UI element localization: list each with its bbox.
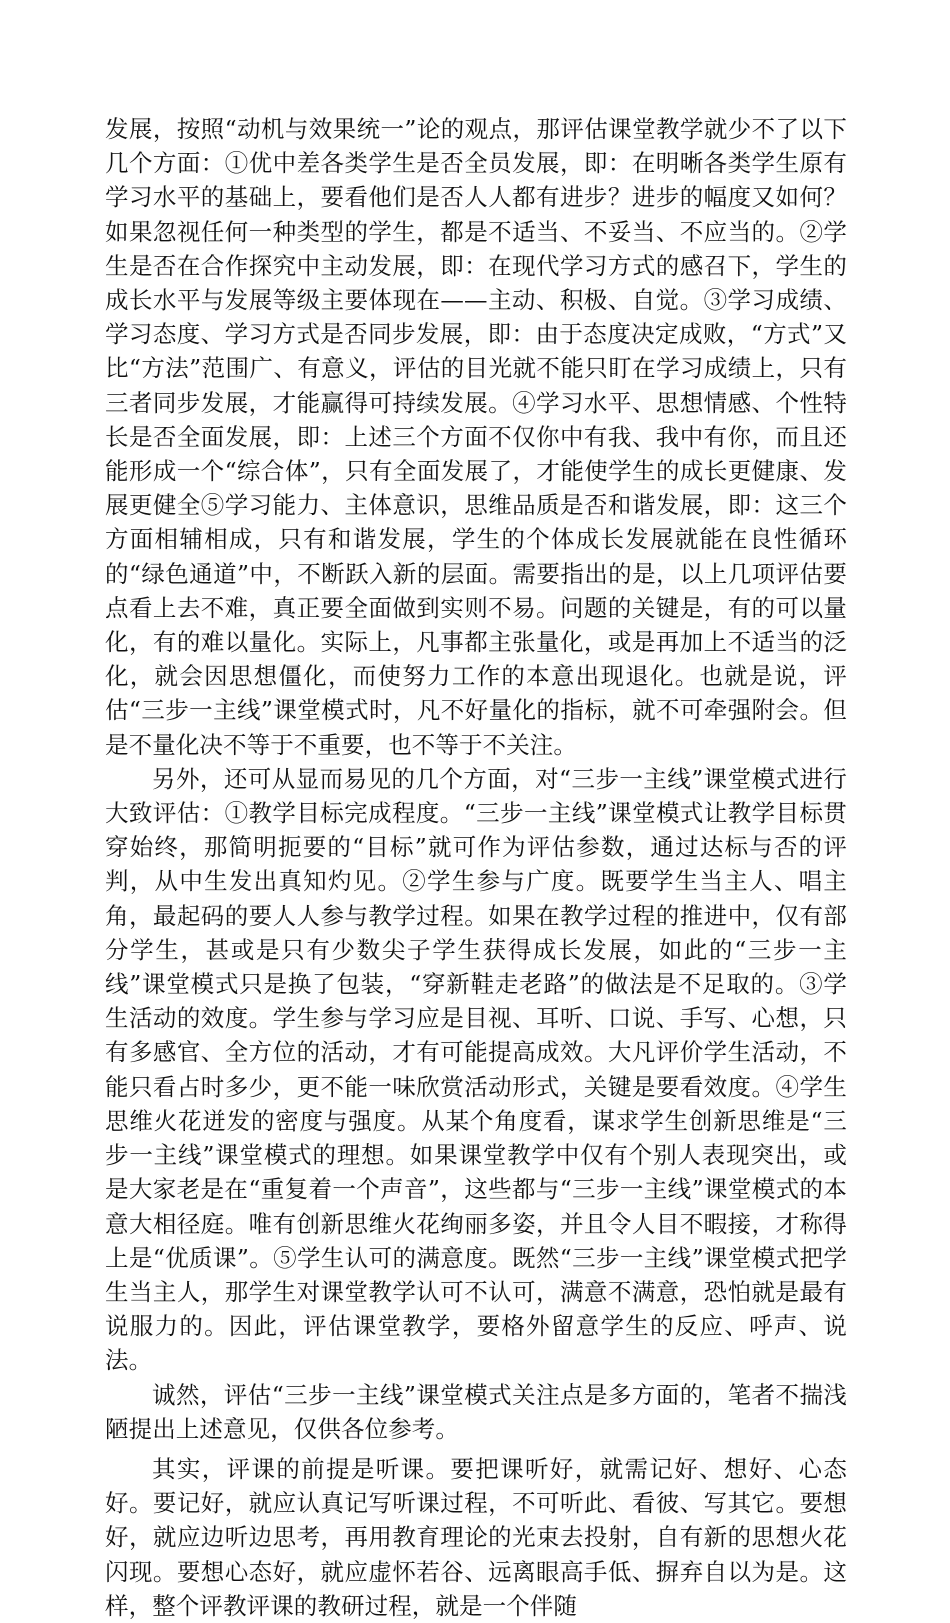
paragraph-2: 另外，还可从显而易见的几个方面，对“三步一主线”课堂模式进行大致评估：①教学目标完成程度。“三步一主线”课堂模式让教学目标贯穿始终，那简明扼要的“目标”就可作为评估参数，通过达标与否的评判，从中生发出真知灼见。②学生参与广度。既要学生当主人、唱主角，最起码的要人人参与教学过程。如果在教学过程的推进中，仅有部分学生，甚或是只有少数尖子学生获得成长发展，如此的“三步一主线”课堂模式只是换了包装，“穿新鞋走老路”的做法是不足取的。③学生活动的效度。学生参与学习应是目视、耳听、口说、手写、心想，只有多感官、全方位的活动，才有可能提高成效。大凡评价学生活动，不能只看占时多少，更不能一味欣赏活动形式，关键是要看效度。④学生思维火花迸发的密度与强度。从某个角度看，谋求学生创新思维是“三步一主线”课堂模式的理想。如果课堂教学中仅有个别人表现突出，或是大家老是在“重复着一个声音”，这些都与“三步一主线”课堂模式的本意大相径庭。唯有创新思维火花绚丽多姿，并且令人目不暇接，才称得上是“优质课”。⑤学生认可的满意度。既然“三步一主线”课堂模式把学生当主人，那学生对课堂教学认可不认可，满意不满意，恐怕就是最有说服力的。因此，评估课堂教学，要格外留意学生的反应、呼声、说法。 — [105, 764, 847, 1375]
document-page — [105, 112, 847, 1623]
paragraph-3: 诚然，评估“三步一主线”课堂模式关注点是多方面的，笔者不揣浅陋提出上述意见，仅供各位参考。 — [105, 1380, 847, 1443]
paragraph-1: 发展，按照“动机与效果统一”论的观点，那评估课堂教学就少不了以下几个方面：①优中差各类学生是否全员发展，即：在明晰各类学生原有学习水平的基础上，要看他们是否人人都有进步？进步的幅度又如何？如果忽视任何一种类型的学生，都是不适当、不妥当、不应当的。②学生是否在合作探究中主动发展，即：在现代学习方式的感召下，学生的成长水平与发展等级主要体现在——主动、积极、自觉。③学习成绩、学习态度、学习方式是否同步发展，即：由于态度决定成败，“方式”又比“方法”范围广、有意义，评估的目光就不能只盯在学习成绩上，只有三者同步发展，才能赢得可持续发展。④学习水平、思想情感、个性特长是否全面发展，即：上述三个方面不仅你中有我、我中有你，而且还能形成一个“综合体”，只有全面发展了，才能使学生的成长更健康、发展更健全⑤学习能力、主体意识，思维品质是否和谐发展，即：这三个方面相辅相成，只有和谐发展，学生的个体成长发展就能在良性循环的“绿色通道”中，不断跃入新的层面。需要指出的是，以上几项评估要点看上去不难，真正要全面做到实则不易。问题的关键是，有的可以量化，有的难以量化。实际上，凡事都主张量化，或是再加上不适当的泛化，就会因思想僵化，而使努力工作的本意出现退化。也就是说，评估“三步一主线”课堂模式时，凡不好量化的指标，就不可牵强附会。但是不量化决不等于不重要，也不等于不关注。 — [105, 115, 847, 759]
paragraph-4: 其实，评课的前提是听课。要把课听好，就需记好、想好、心态好。要记好，就应认真记写听课过程，不可听此、看彼、写其它。要想好，就应边听边思考，再用教育理论的光束去投射，自有新的思想火花闪现。要想心态好，就应虚怀若谷、远离眼高手低、摒弃自以为是。这样，整个评教评课的教研过程，就是一个伴随 — [105, 1454, 847, 1620]
